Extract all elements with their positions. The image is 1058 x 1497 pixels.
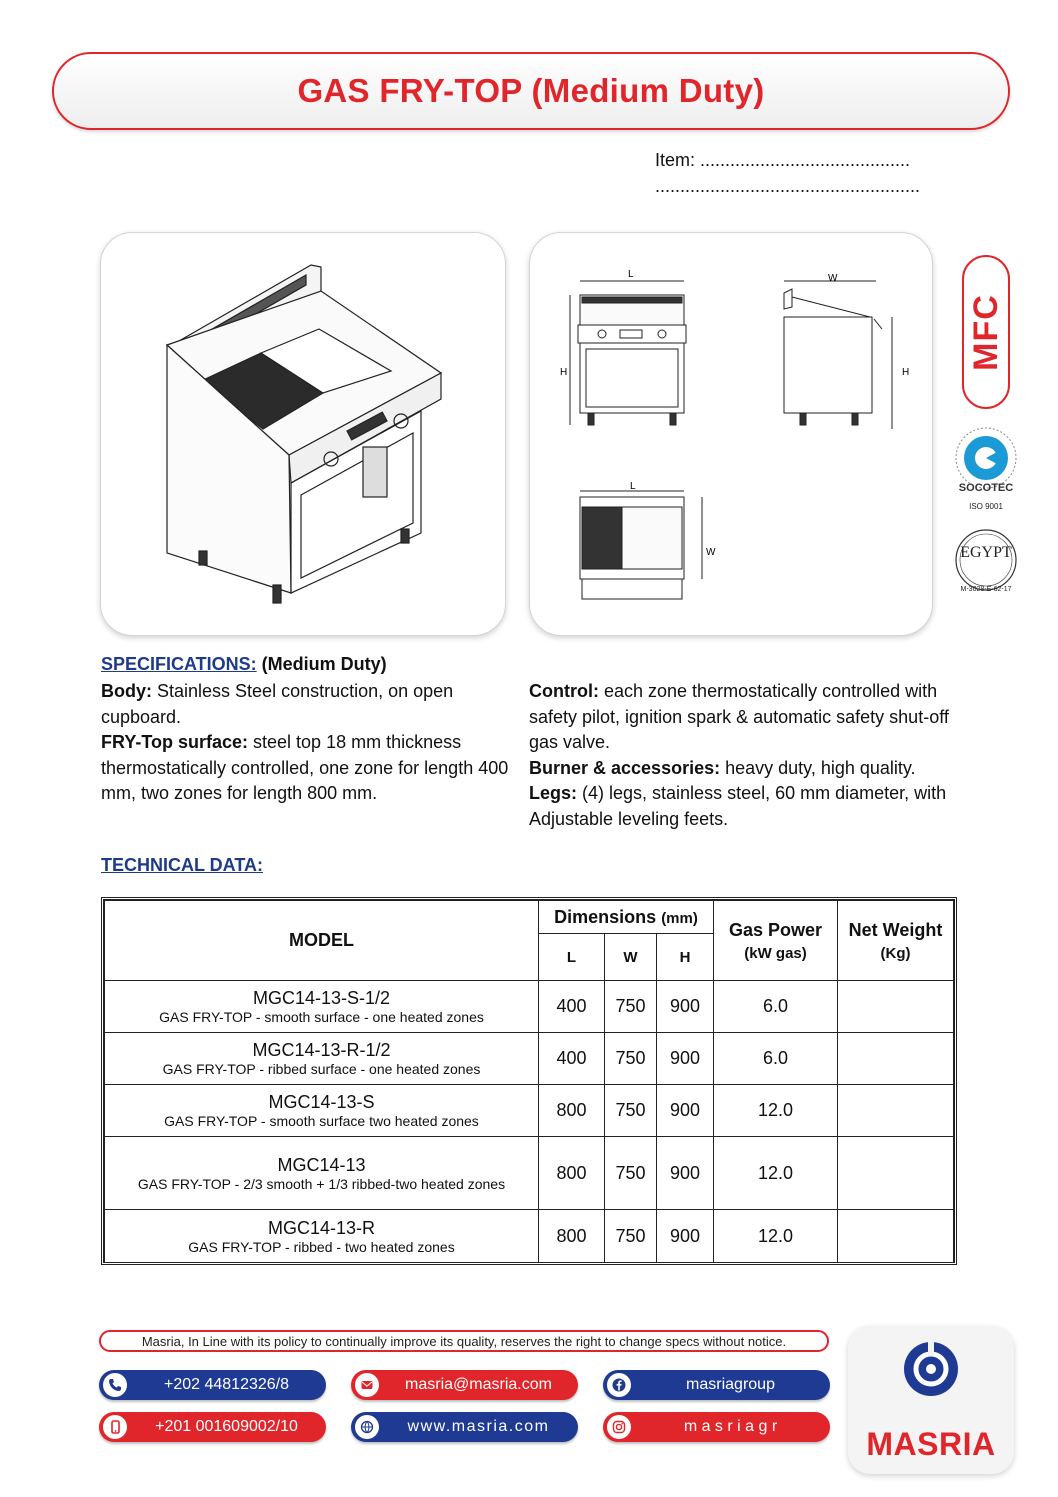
table-row [105, 1210, 954, 1263]
spec-control: Control: each zone thermostatically controlled with safety pilot, ignition spark & automatic safety shut-off gas valve. [529, 681, 949, 752]
product-illustration-panel [100, 232, 506, 636]
egypt-seal-badge [948, 528, 1024, 598]
phone-pill-2[interactable] [99, 1412, 326, 1442]
phone-pill-1[interactable] [99, 1370, 326, 1400]
width-cell: 750 [605, 1210, 657, 1263]
gas-power-cell: 6.0 [714, 981, 838, 1033]
table-row [105, 1085, 954, 1137]
model-cell: MGC14-13-R-1/2 GAS FRY-TOP - ribbed surface - one heated zones [105, 1033, 539, 1085]
instagram-handle: m a s r i a g r [683, 1418, 778, 1435]
length-cell: 400 [539, 981, 605, 1033]
phone-number-1: +202 44812326/8 [163, 1376, 289, 1393]
spec-legs: Legs: (4) legs, stainless steel, 60 mm diameter, with Adjustable leveling feets. [529, 783, 947, 829]
length-cell: 800 [539, 1085, 605, 1137]
title-banner [52, 52, 1010, 130]
masria-emblem-icon [900, 1338, 962, 1400]
table-row [105, 1137, 954, 1210]
spec-surface: FRY-Top surface: steel top 18 mm thickness thermostatically controlled, one zone for length 400 mm, two zones for length 800 mm. [101, 732, 509, 803]
gas-power-cell: 12.0 [714, 1210, 838, 1263]
table-row [105, 1033, 954, 1085]
masria-brand-name: MASRIA [866, 1426, 996, 1462]
spec-burner: Burner & accessories: heavy duty, high quality. [529, 757, 916, 778]
specs-left-column [101, 679, 509, 807]
length-cell: 800 [539, 1137, 605, 1210]
height-cell: 900 [657, 1085, 714, 1137]
net-weight-cell [838, 981, 954, 1033]
orthographic-views-drawing [530, 233, 932, 635]
email-icon [355, 1373, 379, 1397]
facebook-pill[interactable] [603, 1370, 830, 1400]
instagram-icon [607, 1415, 631, 1439]
model-cell: MGC14-13-S GAS FRY-TOP - smooth surface two heated zones [105, 1085, 539, 1137]
item-field-line2: ..................................................... [655, 176, 921, 196]
technical-data-heading: TECHNICAL DATA: [101, 855, 263, 875]
dim-label-top-L: L [630, 481, 636, 492]
dim-label-front-L: L [628, 269, 634, 280]
gas-power-cell: 12.0 [714, 1137, 838, 1210]
phone-icon [103, 1373, 127, 1397]
specifications-heading [101, 654, 387, 675]
globe-icon [355, 1415, 379, 1439]
header-H: H [657, 934, 714, 981]
header-model: MODEL [105, 901, 539, 981]
dim-label-top-W: W [706, 547, 716, 558]
item-field-line1: Item: .......................................... [655, 150, 911, 170]
model-cell: MGC14-13 GAS FRY-TOP - 2/3 smooth + 1/3 ribbed-two heated zones [105, 1137, 539, 1210]
egypt-code-label: M-3028-E-62-17 [960, 586, 1012, 593]
header-L: L [539, 934, 605, 981]
specs-right-column [529, 679, 949, 832]
length-cell: 400 [539, 1033, 605, 1085]
net-weight-cell [838, 1210, 954, 1263]
table-row [105, 981, 954, 1033]
dimensions-drawing-panel [529, 232, 933, 636]
socotec-certification-badge [950, 424, 1022, 516]
mfc-badge [962, 255, 1010, 409]
mfc-label: MFC [966, 293, 1005, 371]
footer-notice: Masria, In Line with its policy to continually improve its quality, reserves the right to change specs without notice. [99, 1330, 829, 1352]
fry-top-isometric-drawing [101, 233, 505, 635]
specifications-title: SPECIFICATIONS: [101, 654, 257, 674]
dim-label-side-H: H [902, 367, 910, 378]
dim-label-side-W: W [828, 273, 838, 284]
header-W: W [605, 934, 657, 981]
height-cell: 900 [657, 1033, 714, 1085]
header-gas-power: Gas Power (kW gas) [714, 901, 838, 981]
website-pill[interactable] [351, 1412, 578, 1442]
facebook-icon [607, 1373, 631, 1397]
gas-power-cell: 6.0 [714, 1033, 838, 1085]
height-cell: 900 [657, 1210, 714, 1263]
technical-data-table [101, 897, 957, 1265]
width-cell: 750 [605, 1137, 657, 1210]
width-cell: 750 [605, 1085, 657, 1137]
net-weight-cell [838, 1085, 954, 1137]
phone-number-2: +201 001609002/10 [155, 1418, 298, 1435]
model-cell: MGC14-13-R GAS FRY-TOP - ribbed - two heated zones [105, 1210, 539, 1263]
masria-logo [848, 1326, 1014, 1474]
instagram-pill[interactable] [603, 1412, 830, 1442]
website-url: www.masria.com [407, 1418, 550, 1435]
gas-power-cell: 12.0 [714, 1085, 838, 1137]
egypt-label: EGYPT [960, 544, 1012, 561]
socotec-label: SOCOTEC [958, 482, 1014, 494]
specifications-duty: (Medium Duty) [256, 654, 387, 674]
header-dimensions: Dimensions (mm) [539, 901, 714, 934]
iso-label: ISO 9001 [969, 502, 1003, 511]
net-weight-cell [838, 1137, 954, 1210]
height-cell: 900 [657, 981, 714, 1033]
page-title: GAS FRY-TOP (Medium Duty) [297, 72, 765, 109]
header-net-weight: Net Weight (Kg) [838, 901, 954, 981]
email-address: masria@masria.com [405, 1376, 552, 1393]
dim-label-front-H: H [560, 367, 568, 378]
net-weight-cell [838, 1033, 954, 1085]
email-pill[interactable] [351, 1370, 578, 1400]
width-cell: 750 [605, 1033, 657, 1085]
mobile-phone-icon [103, 1415, 127, 1439]
height-cell: 900 [657, 1137, 714, 1210]
spec-body: Body: Stainless Steel construction, on open cupboard. [101, 681, 454, 727]
model-cell: MGC14-13-S-1/2 GAS FRY-TOP - smooth surface - one heated zones [105, 981, 539, 1033]
length-cell: 800 [539, 1210, 605, 1263]
facebook-handle: masriagroup [686, 1376, 775, 1393]
width-cell: 750 [605, 981, 657, 1033]
